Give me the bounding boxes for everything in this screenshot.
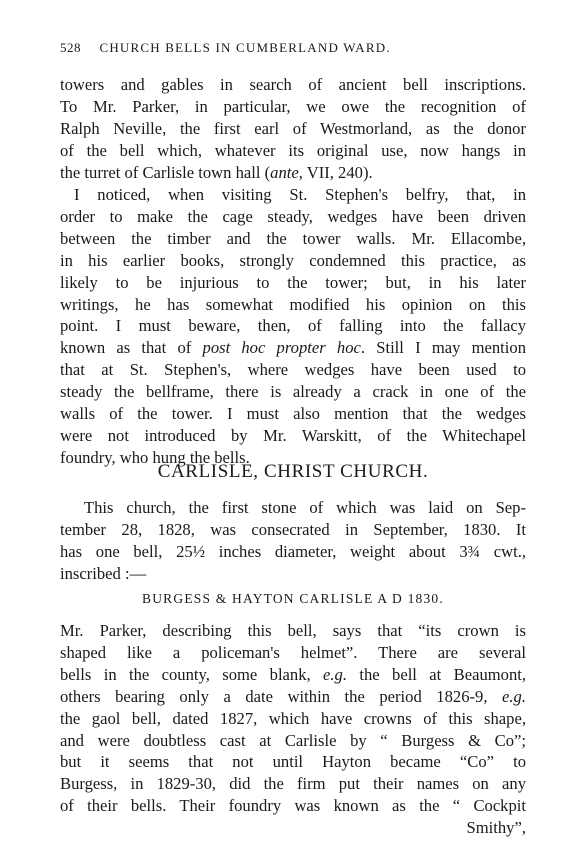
- paragraph-1: [60, 74, 526, 184]
- text-line: shaped like a policeman's helmet”. There are several: [60, 642, 526, 662]
- text-line: foundry, who hung the bells.: [60, 447, 250, 467]
- text-line: walls of the tower. I must also mention that the wedges: [60, 404, 526, 424]
- text-line: and were doubtless cast at Carlisle by “ Burgess & Co”;: [60, 730, 526, 750]
- running-header: [60, 40, 526, 56]
- text-line: inscribed :—: [60, 563, 147, 583]
- text-line: tember 28, 1828, was consecrated in September, 1830. It: [60, 519, 526, 539]
- text-line: were not introduced by Mr. Warskitt, of the Whitechapel: [60, 425, 526, 445]
- paragraph-3: [60, 497, 526, 585]
- text-line: that at St. Stephen's, where wedges have been used to: [60, 360, 526, 380]
- text-line: Burgess, in 1829-30, did the firm put their names on any: [60, 774, 526, 794]
- text-line: others bearing only a date within the period 1826-9, e.g.: [60, 686, 526, 706]
- text-line: but it seems that not until Hayton became “Co” to: [60, 752, 526, 772]
- running-title: CHURCH BELLS IN CUMBERLAND WARD.: [99, 40, 391, 55]
- paragraph-2: [60, 184, 526, 469]
- text-line: in his earlier books, strongly condemned this practice, as: [60, 250, 526, 270]
- text-line: steady the bellframe, there is already a crack in one of the: [60, 382, 526, 402]
- text-line: between the timber and the tower walls. Mr. Ellacombe,: [60, 228, 526, 248]
- page-number: 528: [60, 40, 81, 55]
- text-line: This church, the first stone of which was laid on Sep-: [84, 498, 526, 517]
- text-line: To Mr. Parker, in particular, we owe the recognition of: [60, 96, 526, 116]
- text-line: Mr. Parker, describing this bell, says that “its crown is: [60, 621, 526, 640]
- text-line: of the bell which, whatever its original use, now hangs in: [60, 140, 526, 160]
- text-line: bells in the county, some blank, e.g. the bell at Beaumont,: [60, 664, 526, 684]
- bell-inscription: BURGESS & HAYTON CARLISLE A D 1830.: [142, 591, 444, 606]
- text-line: point. I must beware, then, of falling into the fallacy: [60, 316, 526, 336]
- text-line: known as that of post hoc propter hoc. Still I may mention: [60, 338, 526, 358]
- text-line: I noticed, when visiting St. Stephen's belfry, that, in: [74, 185, 526, 204]
- text-line: likely to be injurious to the tower; but, in his later: [60, 272, 526, 292]
- text-line: order to make the cage steady, wedges have been driven: [60, 206, 526, 226]
- section-heading: CARLISLE, CHRIST CHURCH.: [157, 461, 429, 482]
- text-line: writings, he has somewhat modified his opinion on this: [60, 294, 526, 314]
- text-line: towers and gables in search of ancient bell inscriptions.: [60, 75, 526, 94]
- text-line: of their bells. Their foundry was known as the “ Cockpit: [60, 796, 526, 816]
- paragraph-4: [60, 620, 526, 839]
- text-line: Smithy”,: [466, 818, 526, 838]
- text-line: has one bell, 25½ inches diameter, weight about 3¾ cwt.,: [60, 541, 526, 561]
- text-line: the gaol bell, dated 1827, which have crowns of this shape,: [60, 708, 526, 728]
- text-line: Ralph Neville, the first earl of Westmorland, as the donor: [60, 118, 526, 138]
- text-line: the turret of Carlisle town hall (ante, VII, 240).: [60, 162, 373, 182]
